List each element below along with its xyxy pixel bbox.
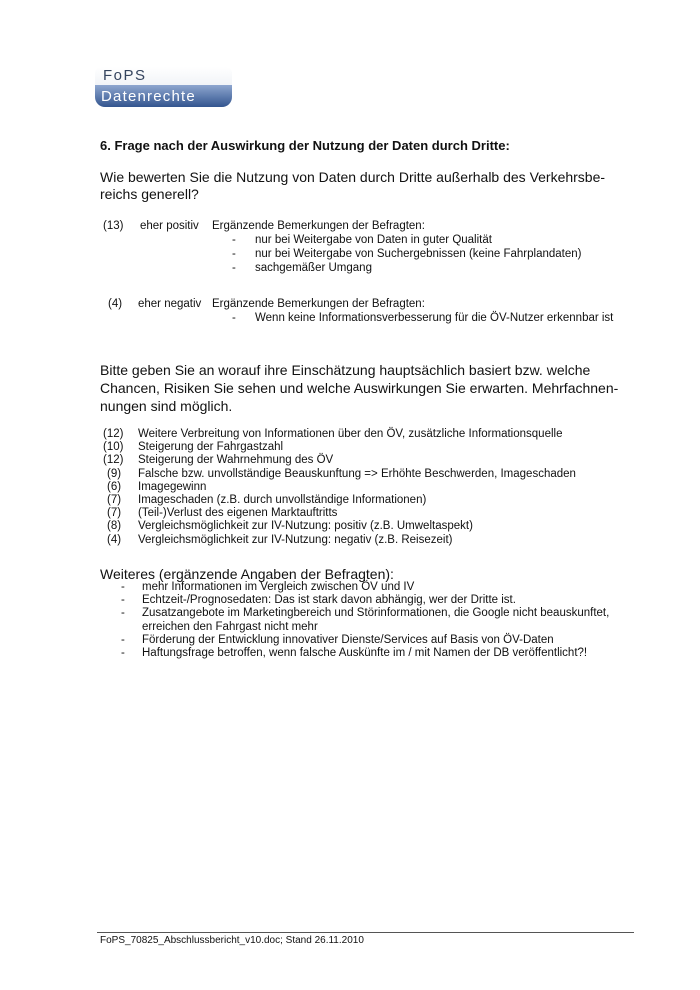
reason-item bbox=[103, 520, 576, 533]
reason-text: Vergleichsmöglichkeit zur IV-Nutzung: negativ (z.B. Reisezeit) bbox=[138, 533, 453, 546]
reason-text: Imageschaden (z.B. durch unvollständige Informationen) bbox=[138, 494, 427, 507]
further-item: - Förderung der Entwicklung innovativer Dienste/Services auf Basis von ÖV-Daten bbox=[121, 634, 641, 647]
reason-count: (12) bbox=[103, 454, 124, 467]
logo-text-datenrechte: Datenrechte bbox=[101, 88, 196, 105]
reason-text: Vergleichsmöglichkeit zur IV-Nutzung: positiv (z.B. Umweltaspekt) bbox=[138, 520, 473, 533]
remarks-heading: Ergänzende Bemerkungen der Befragten: bbox=[212, 220, 425, 232]
reason-text: Falsche bzw. unvollständige Beauskunftung => Erhöhte Beschwerden, Imageschaden bbox=[138, 467, 576, 480]
remark-item: - nur bei Weitergabe von Daten in guter Qualität bbox=[232, 233, 581, 247]
remarks-list bbox=[232, 311, 613, 325]
fops-logo bbox=[95, 67, 232, 107]
reason-count: (6) bbox=[107, 480, 122, 493]
reason-count: (7) bbox=[107, 494, 122, 507]
further-list bbox=[121, 581, 641, 660]
reason-item bbox=[103, 441, 576, 454]
reason-text: Weitere Verbreitung von Informationen über den ÖV, zusätzliche Informationsquelle bbox=[138, 428, 563, 440]
reason-count: (9) bbox=[107, 467, 122, 480]
reason-count: (12) bbox=[103, 428, 124, 440]
remark-item: - sachgemäßer Umgang bbox=[232, 261, 581, 275]
reason-count: (7) bbox=[107, 507, 122, 520]
further-item: - mehr Informationen im Vergleich zwischen ÖV und IV bbox=[121, 581, 641, 594]
remarks-list bbox=[232, 233, 581, 275]
reason-item bbox=[103, 454, 576, 467]
question-text: Wie bewerten Sie die Nutzung von Daten durch Dritte außerhalb des Verkehrsbe-reichs generell? bbox=[100, 169, 606, 202]
reason-item bbox=[103, 507, 576, 520]
reason-item bbox=[103, 494, 576, 507]
reason-text: Imagegewinn bbox=[138, 480, 207, 493]
answer-category: eher negativ bbox=[138, 298, 202, 310]
reason-item bbox=[103, 534, 576, 547]
reasons-list bbox=[103, 428, 576, 547]
reason-count: (10) bbox=[103, 441, 124, 454]
reason-text: (Teil-)Verlust des eigenen Marktauftritts bbox=[138, 507, 338, 520]
reason-text: Steigerung der Fahrgastzahl bbox=[138, 441, 284, 454]
further-item: - Haftungsfrage betroffen, wenn falsche Auskünfte im / mit Namen der DB veröffentlicht?! bbox=[121, 647, 641, 660]
reason-text: Steigerung der Wahrnehmung des ÖV bbox=[138, 454, 334, 467]
remark-item: - Wenn keine Informationsverbesserung für die ÖV-Nutzer erkennbar ist bbox=[232, 311, 613, 325]
reason-item bbox=[103, 428, 576, 441]
reason-item bbox=[103, 481, 576, 494]
prompt-text: Bitte geben Sie an worauf ihre Einschätzung hauptsächlich basiert bzw. welche Chancen, Risiken Sie sehen und welche Auswirkungen Sie erwarten. Mehrfachnen-nungen sind möglich. bbox=[100, 362, 619, 414]
logo-text-fops: FoPS bbox=[103, 67, 147, 84]
reason-count: (4) bbox=[107, 533, 122, 546]
further-item: - Echtzeit-/Prognosedaten: Das ist stark davon abhängig, wer der Dritte ist. bbox=[121, 594, 641, 607]
reason-count: (8) bbox=[107, 520, 122, 533]
remark-item: - nur bei Weitergabe von Suchergebnissen (keine Fahrplandaten) bbox=[232, 247, 581, 261]
answer-count: (4) bbox=[108, 298, 123, 310]
further-heading: Weiteres (ergänzende Angaben der Befragten): bbox=[100, 566, 394, 582]
footer-divider bbox=[97, 932, 634, 933]
answer-count: (13) bbox=[103, 220, 124, 232]
remarks-heading: Ergänzende Bemerkungen der Befragten: bbox=[212, 298, 425, 310]
reason-item bbox=[103, 468, 576, 481]
further-item: - Zusatzangebote im Marketingbereich und Störinformationen, die Google nicht beauskunftet, erreichen den Fahrgast nicht mehr bbox=[121, 607, 641, 633]
section-heading: 6. Frage nach der Auswirkung der Nutzung der Daten durch Dritte: bbox=[100, 138, 510, 153]
footer-text: FoPS_70825_Abschlussbericht_v10.doc; Stand 26.11.2010 bbox=[100, 935, 364, 946]
answer-category: eher positiv bbox=[140, 220, 199, 232]
